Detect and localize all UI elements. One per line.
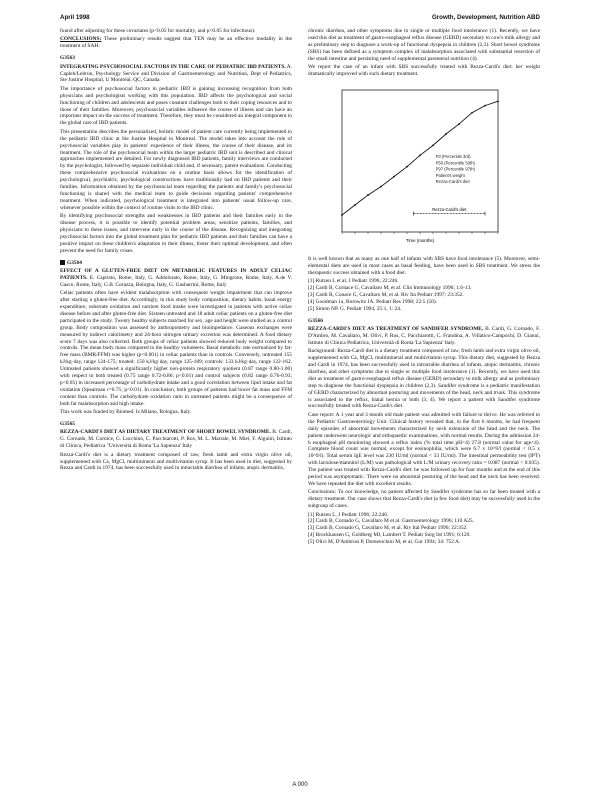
abstract-authors: A. Capleh/Lebrun, Psychology Service and Division of Gastroenterology and Nutrition, Dept of Pediatrics, Ste Justine Hospital, U Montréal, QC, Canada (60, 63, 292, 84)
data-point (497, 100, 499, 102)
data-point (380, 186, 382, 188)
page-footer (0, 782, 600, 788)
abstract-paragraph: The importance of psychosocial factors in pediatric IBD is gaining increasing recognition from both physicians and psychologists working with this population. IBD affects the psychological and social functioning of children and adolescents and poses constant challenges both to their coping resources and to those of their families. Moreover, psychosocial variables influence the course of illness and can have an important impact on the success of treatment. Therefore, they must be considered an integral component in the global care of IBD patients. (60, 85, 292, 127)
growth-chart-svg (328, 82, 508, 252)
abstract-title: EFFECT OF A GLUTEN-FREE DIET ON METABOLIC FEATURES IN ADULT CELIAC PATIENTS. (60, 268, 292, 281)
series-line-patient-weight (342, 101, 498, 215)
reference-item: [3] Cardi B, Conace G, Cavallaro M, et al. Riv Ita Pediatr 1997; 23:352. (308, 291, 464, 298)
data-point (419, 154, 421, 156)
reference-list (308, 512, 540, 547)
reference-item: [1] Rutzen L, J Pediatr 1996; 22:246. (308, 511, 389, 518)
reference-item: [2] Cardi B, Cornace G, Cavallaro M, et al. Clin Immunology 1996; 1:6-13. (308, 284, 472, 291)
data-point (406, 166, 408, 168)
reference-item: [2] Cardi B, Cornado G, Cavallaro M et al. Gastroenterology 1996; 110 A25. (308, 518, 474, 525)
data-point (458, 123, 460, 125)
data-point (354, 204, 356, 206)
abstract-title: INTEGRATING PSYCHOSOCIAL FACTORS IN THE CARE OF PEDIATRIC IBD PATIENTS. (60, 63, 286, 70)
intro-fragment: found after adjusting for these covariates (p<0.05 for mortality, and p<0.05 for infectious). (60, 28, 256, 34)
abstract-id: G3565 (60, 421, 75, 428)
legend-entry: P3 (Percentile 3rd) (435, 154, 471, 160)
conclusion-label: CONCLUSIONS: (60, 36, 102, 43)
abstract-funding: This work was funded by Biomed. Is Milano, Bologna, Italy. (60, 409, 192, 416)
reference-list (308, 278, 540, 313)
abstract-paragraph: Background: Rezza-Cardi diet is a dietary treatment composed of raw, fresh lamb and extra virgin olive oil, supplemented with Ca, MgCl, multimineral and multivitamin syrup. This dietary diet, suggested by Rezza and Cardi in 1974, has been successfully used in intractable diarrhea of infants, atopic dermatitis, chronic diarrhea, and other symptoms due to single or multiple food intolerance (1). Recently, we have used this diet as treatment of gastro-esophageal reflux disease (GERD) secondary to milk allergy and as preliminary step to diagnose the functional dyspepsia in children (2,3). Sandifer syndrome is a pediatric manifestation of GERD characterized by abnormal posturing and movements of the head, neck and trunk. This syndrome is associated to the reflux, hiatal hernia or both (3, 4). We report a patient with Sandifer syndrome successfully treated with Rezza-Cardi's diet. (308, 348, 540, 410)
header-journal-section: Growth, Development, Nutrition ABD (431, 14, 540, 21)
reference-item: [1] Rutzen L et al. J Pediatr 1996; 22:246. (308, 278, 399, 285)
reference-item: [5] Olivi M, D'Ambrosi P, Domenichini M, et al. Gut 1994; 34: 752 A. (308, 539, 461, 546)
x-axis-label: Time (months) (405, 237, 435, 243)
page-header (60, 14, 540, 26)
abstract-paragraph: By identifying psychosocial strengths and weaknesses in IBD patients and their families early in the disease process, it is possible to identify potential problem areas, sensitize patients, families, and physicians to these issues, and intervene early in the course of the disease. Recognizing and integrating psychosocial factors into the global treatment plan for pediatric IBD patients and their families can have a positive impact on these children's adaptation to their illness, foster their optimal development, and often prevent the need for family crises. (60, 213, 292, 254)
growth-chart (328, 82, 508, 252)
annotation-label: Rezza-Cardi's diet (432, 206, 467, 212)
header-date: April 1998 (60, 14, 90, 21)
data-point (341, 214, 343, 216)
abstract-id: G3563 (60, 55, 75, 62)
abstract-title: REZZA-CARDI'S DIET AS DIETARY TREATMENT OF SHORT BOWEL SYNDROME. (60, 429, 271, 436)
reference-item: [4] Goodman 1a, Borowitz JA. Pediatr Res 1998; 22:5 (50). (308, 298, 438, 305)
abstract-paragraph: We report the case of an infant with SBS successfully treated with Rezza-Cardi's diet: her weight dramatically improved with such dietary treatment. (308, 64, 540, 77)
abstract-paragraph: chronic diarrhea, and other symptoms due to single or multiple food intolerance (1). Recently, we have used this diet as treatment of gastro-esophageal reflux disease (GERD) secondary to cow's milk allergy and as preliminary step to diagnose a work-up of functional dyspepsia in children (2,3). Short bowel syndrome (SBS) has been defined as a symptom complex of malabsorption associated with substantial resection of the small intestine and persisting need of supplemental parenteral nutrition (4). (308, 28, 540, 62)
data-point (432, 144, 434, 146)
data-point (471, 112, 473, 114)
abstract-heading (308, 326, 540, 347)
left-column (60, 28, 292, 768)
legend-entry: P50 (Percentile 50th) (435, 160, 475, 166)
data-point (445, 133, 447, 135)
reference-item: [5] Simon NP. G. Pediatr 1994, 25:1, 1: 24. (308, 305, 402, 312)
abstract-heading (60, 268, 292, 289)
abstract-authors: E. Capristo, Rome, Italy, G. Addolorato, Rome, Italy, G. Mingrone, Rome, Italy, A.de V. Gasco, Rome, Italy, G.B. Corazza, Bologna, Italy, G. Gasbarrini, Rome, Italy (60, 274, 292, 288)
intro-conclusion (60, 36, 292, 50)
abstract-paragraph: Rezza-Cardi's diet is a dietary treatment composed of raw, fresh lamb and extra virgin olive oil, supplemented with Ca, MgCl, multimineral and multivitamin syrup. It has been used in diet, suggested by Rezza and Cardi in 1974, has been successfully used in intractable diarrhea of infants, atopic dermatitis, (60, 451, 292, 472)
abstract-title: REZZA-CARDI'S DIET AS TREATMENT OF SANDIFER SYNDROME. (308, 326, 484, 332)
conclusion-text: These preliminary results suggest that TEN may be an effective modality in the treatment of SAH. (60, 36, 292, 50)
abstract-heading (60, 429, 292, 450)
right-column (308, 28, 540, 768)
reference-item: [3] Cardi B, Cornado G, Cavallaro M, et al. Riv Ital Pediatr 1996; 22:352. (308, 525, 468, 532)
data-point (367, 194, 369, 196)
page-number: A 000 (292, 782, 308, 788)
abstract-id: G3566 (308, 317, 323, 324)
data-point (484, 105, 486, 107)
abstract-paragraph: Conclusions: To our knowledge, no patient affected by Sandifer syndrome has so far been treated with a dietary treatment. Our case shows that Rezza-Cardi's diet (a few food diet) may be successfully used in the subgroup of cases. (308, 489, 540, 510)
bullet-icon (60, 260, 65, 265)
abstract-paragraph: It is well known that as many as one half of infants with SBS have food intolerance (5). Moreover, semi-elemental diets are used in most cases as basal feeding, have been used in SBS treatment. We stress the therapeutic success obtained with a food diet. (308, 255, 540, 276)
legend-entry: Patient's weight (435, 172, 465, 178)
abstract-authors: B. Cardi, G. Cornado, M. Cornice, G. Lucchino, C. Pacchiarotti, P. Ros, M. L. Marrale, M. Miei, F. Alguiin, Istituto di Clinica, Pediatrica "Università di Roma 'La Sapienza' Italy (60, 429, 292, 450)
data-point (393, 176, 395, 178)
abstract-authors: B. Cardi, G. Cornado, F. D'Ambro, M. Cavallaro, M. Olivi, P. Ros, C. Pacchiarotti, C. Frandina, A. Villatico-Campochi, D. Gianni, Istituto di Clinica Pediatrica, Università di Roma 'La Sapienza' Italy. (308, 326, 540, 346)
abstract-paragraph: Case report: A 1 year and 3 month old male patient was admitted with failure to thrive. He was referred to the Pediatric Gastroenterology Unit. Clinical history revealed that, in the first 6 months, he had frequent daily episodes of abnormal movements characterized by neck extension of the head and the neck. The patient underwent neurologic and orthopaedic examinations, with normal results. During the admission 24-h esophageal pH monitoring showed a reflux index (% total time pH<4) 27.8 (normal value for age<4). Complete blood count was normal, except for eosinophilia, which were 6.7 x 10^9/l (normal < 0.5 x 10^9/l). Total serum IgE level was 230 IU/ml (normal < 33 IU/ml). The intestinal permeability test (IPT) with lactulose/mannitol (L/M) was pathological with L/M urinary recovery ratio = 0.087 (normal < 0.035). The patient was treated with Rezza-Cardi's diet: he was followed up for four months and at the end of this period was asymptomatic. There were no abnormal posturing of the head and the neck has been resolved. We have repeated the diet with excellent results. (308, 411, 540, 487)
legend-entry: P97 (Percentile 97th) (435, 166, 475, 172)
abstract-paragraph: This presentation describes the personalized, holistic model of patient care currently being implemented in the pediatric IBD clinic at Ste Justine Hospital in Montreal. The model takes into account the role of psychosocial variables play in patients' experience of their illness, the course of their disease, and its treatment. The role of the psychosocial team within the larger pediatric IBD unit is described and clinical approaches implemented are detailed. For newly diagnosed IBD patients, family interviews are conducted by the psychologist, followed by separate individual child and, if necessary, parent evaluations. Conducting these comprehensive psychosocial evaluations on a routine basis allows for the identification of psychological, psychiatric, psychological constructions have traditionally had on IBD patients and their families. Information obtained by the psychosocial team regarding the patients and family's psychosocial functioning is shared with the medical team to guide decisions regarding patients' comprehensive treatment. When indicated, psychological treatment is integrated into patients' usual follow-up care, whenever possible within the context of routine visits to the IBD clinic. (60, 128, 292, 211)
abstract-id: G3564 (60, 260, 292, 267)
abstract-heading (60, 64, 292, 85)
abstract-paragraph: Celiac patients often have evident malabsorption with consequent weight impairment that can improve after starting a gluten-free diet. Accordingly, in this study body composition, dietary habits, basal energy expenditure, substrate oxidation and nutrient food intake were investigated in patients with active celiac disease before and after gluten-free diet. Sixteen untreated and 18 adult celiac patients on a gluten-free diet participated in the study. Twenty healthy subjects matched for sex, age and height were studied as a control group. Body composition was assessed by anthropometry and bioimpedance. Gaseous exchanges were measured by indirect calorimetry and 24-hour nitrogen urinary excretion was determined. A food dietary score 7 days was also collected. Both groups of celiac patients showed reduced body weight compared to controls. The mean body mass compared to the healthy volunteers. Basal metabolic rate normalized by fat-free mass (BMR/FFM) was higher (p<0.001) in celiac patients than in controls. Conversely, untreated 155 kJ/kg·day, range 124-175; treated: 150 kJ/kg·day, range 125-189; controls: 133 kJ/kg·day, range 122-162. Untreated patients showed a significantly higher non-protein respiratory quotient (0.87 range 0.80-1.00) with respect to both treated (0.75 range 0.72-0.86; p<0.01) and control subjects (0.82 range 0.76-0.93; p<0.05) in increased percentage of carbohydrate intake and a good correlation between lipid intake and fat oxidation (Spearman r=0.75; p<0.01). In conclusion, both groups of patients had lower fat mass and FFM content than controls. The carbohydrate oxidation ratio in untreated patients might be a consequence of both fat malabsorption and high intake. (60, 290, 292, 407)
legend-entry: Rezza-Cardi's diet (435, 178, 470, 184)
reference-item: [4] Brockhausen G, Goldberg MJ, Lambert T. Pediatr Surg Int 1991; 6:120. (308, 532, 471, 539)
